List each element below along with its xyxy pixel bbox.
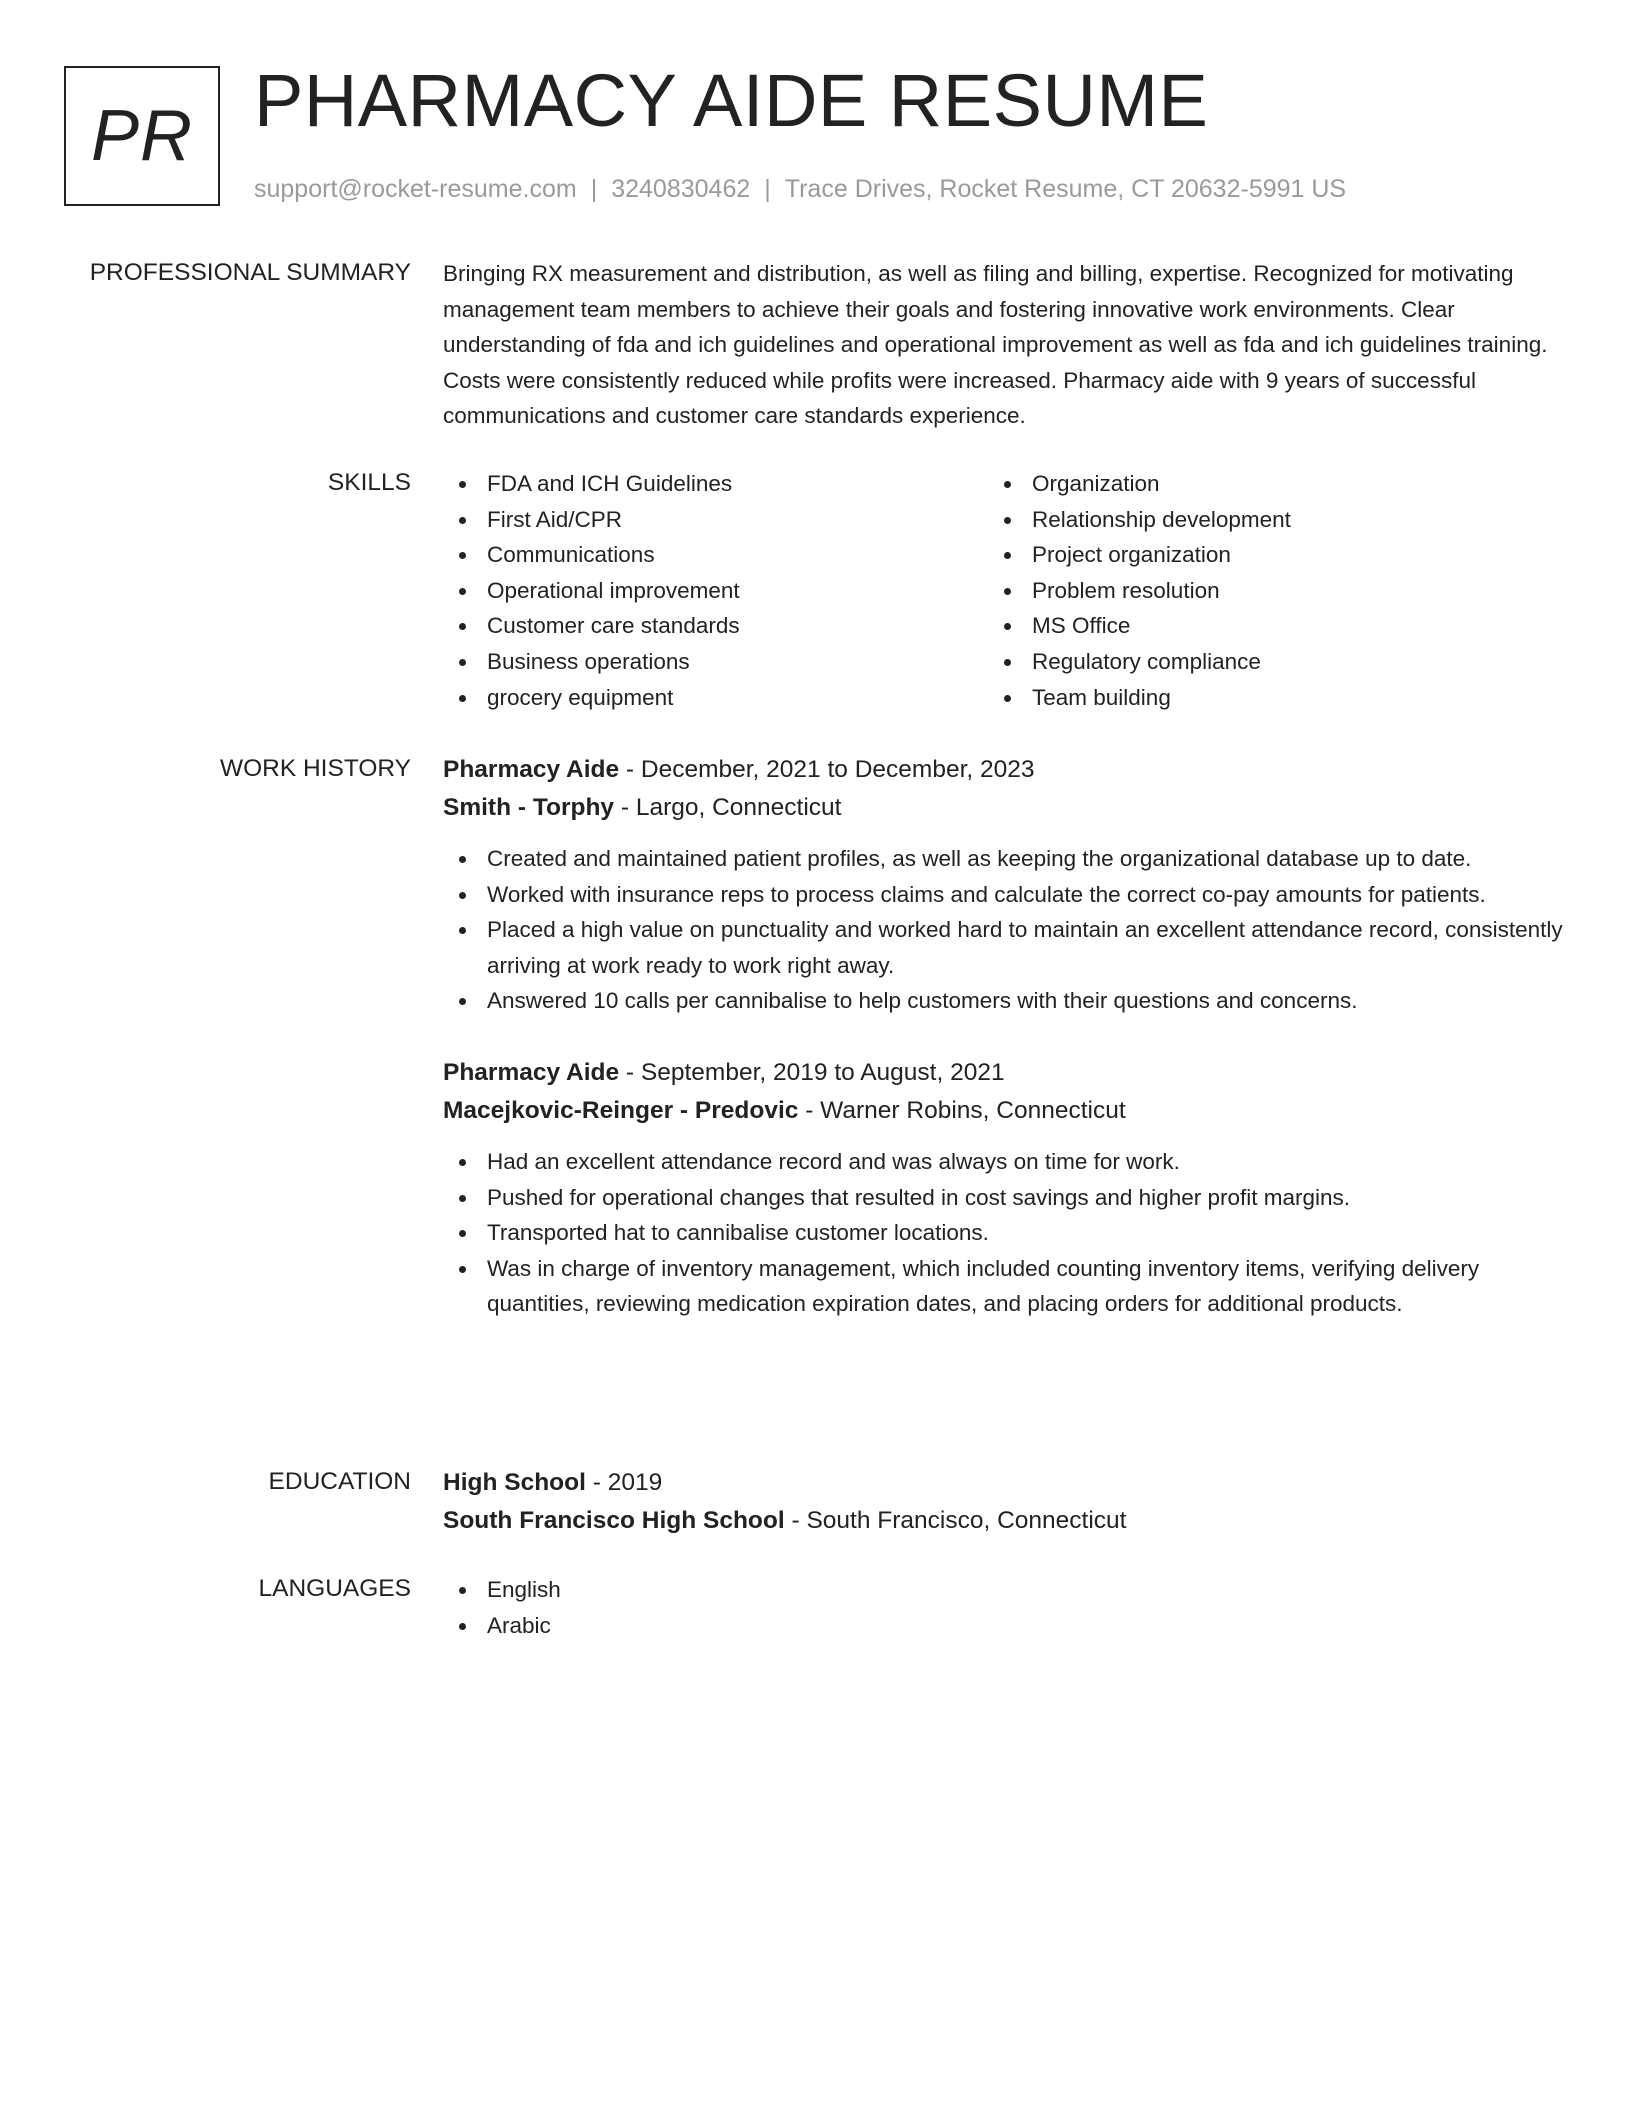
- job-title: Pharmacy Aide: [443, 1058, 620, 1086]
- education-location: - South Francisco, Connecticut: [784, 1507, 1127, 1534]
- job-location: - Largo, Connecticut: [614, 794, 842, 821]
- job-duty: Had an excellent attendance record and was always on time for work.: [443, 1144, 1563, 1180]
- contact-address: Trace Drives, Rocket Resume, CT 20632-5991 US: [784, 175, 1347, 203]
- skill-item: FDA and ICH Guidelines: [443, 466, 988, 502]
- skills-list-left: [443, 466, 988, 715]
- languages-heading: LANGUAGES: [258, 1575, 411, 1602]
- education-heading: EDUCATION: [268, 1468, 411, 1495]
- skill-item: Regulatory compliance: [988, 644, 1533, 680]
- education-school: South Francisco High School: [443, 1507, 785, 1534]
- skill-item: Relationship development: [988, 502, 1533, 538]
- skill-item: Customer care standards: [443, 608, 988, 644]
- job-dates: - December, 2021 to December, 2023: [619, 756, 1035, 783]
- education-degree: High School: [443, 1469, 586, 1496]
- job-title-line: [443, 751, 1563, 789]
- job-location: - Warner Robins, Connecticut: [798, 1096, 1126, 1124]
- language-item: English: [443, 1572, 1563, 1608]
- skills-list-right: [988, 466, 1533, 715]
- skill-item: Project organization: [988, 537, 1533, 573]
- summary-text: Bringing RX measurement and distribution, as well as filing and billing, expertise. Recognized for motivating management team members to achieve their goals and fostering innovative work environments. Clear understanding of fda and ich guidelines and operational improvement as well as fda and ich guidelines training. Costs were consistently reduced while profits were increased. Pharmacy aide with 9 years of successful communications and customer care standards experience.: [443, 261, 1548, 429]
- skill-item: Business operations: [443, 644, 988, 680]
- job-company-line: [443, 1092, 1563, 1130]
- job-entry: [443, 1054, 1563, 1322]
- job-duty: Answered 10 calls per cannibalise to help customers with their questions and concerns.: [443, 983, 1563, 1019]
- job-duty: Placed a high value on punctuality and worked hard to maintain an excellent attendance record, consistently arriving at work ready to work right away.: [443, 912, 1563, 983]
- job-duty: Was in charge of inventory management, which included counting inventory items, verifying delivery quantities, reviewing medication expiration dates, and placing orders for additional products.: [443, 1251, 1563, 1322]
- skill-item: Organization: [988, 466, 1533, 502]
- job-duties-list: [443, 1144, 1563, 1322]
- education-degree-line: [443, 1464, 1563, 1502]
- skill-item: Communications: [443, 537, 988, 573]
- skill-item: Problem resolution: [988, 573, 1533, 609]
- skill-item: Operational improvement: [443, 573, 988, 609]
- contact-separator: |: [590, 175, 598, 203]
- job-duties-list: [443, 841, 1563, 1019]
- monogram-initials: PR: [90, 96, 194, 176]
- job-dates: - September, 2019 to August, 2021: [619, 1058, 1005, 1086]
- summary-heading: PROFESSIONAL SUMMARY: [89, 259, 411, 286]
- language-item: Arabic: [443, 1608, 1563, 1644]
- contact-email: support@rocket-resume.com: [254, 175, 577, 203]
- monogram-box: [64, 66, 220, 206]
- resume-title: PHARMACY AIDE RESUME: [254, 59, 1209, 142]
- job-title: Pharmacy Aide: [443, 756, 620, 783]
- contact-phone: 3240830462: [611, 175, 751, 203]
- skills-heading: SKILLS: [327, 469, 411, 496]
- job-company: Macejkovic-Reinger - Predovic: [443, 1096, 799, 1124]
- skill-item: grocery equipment: [443, 680, 988, 716]
- skill-item: First Aid/CPR: [443, 502, 988, 538]
- job-company: Smith - Torphy: [443, 794, 615, 821]
- job-duty: Transported hat to cannibalise customer locations.: [443, 1215, 1563, 1251]
- job-title-line: [443, 1054, 1563, 1092]
- skill-item: Team building: [988, 680, 1533, 716]
- job-entry: [443, 751, 1563, 1019]
- education-school-line: [443, 1502, 1563, 1540]
- job-duty: Worked with insurance reps to process claims and calculate the correct co-pay amounts for patients.: [443, 877, 1563, 913]
- job-company-line: [443, 789, 1563, 827]
- contact-line: [254, 172, 1346, 206]
- education-year: - 2019: [585, 1469, 663, 1496]
- work-history-heading: WORK HISTORY: [219, 755, 411, 782]
- skill-item: MS Office: [988, 608, 1533, 644]
- job-duty: Created and maintained patient profiles, as well as keeping the organizational database up to date.: [443, 841, 1563, 877]
- job-duty: Pushed for operational changes that resulted in cost savings and higher profit margins.: [443, 1180, 1563, 1216]
- contact-separator: |: [764, 175, 771, 203]
- languages-list: [443, 1572, 1563, 1643]
